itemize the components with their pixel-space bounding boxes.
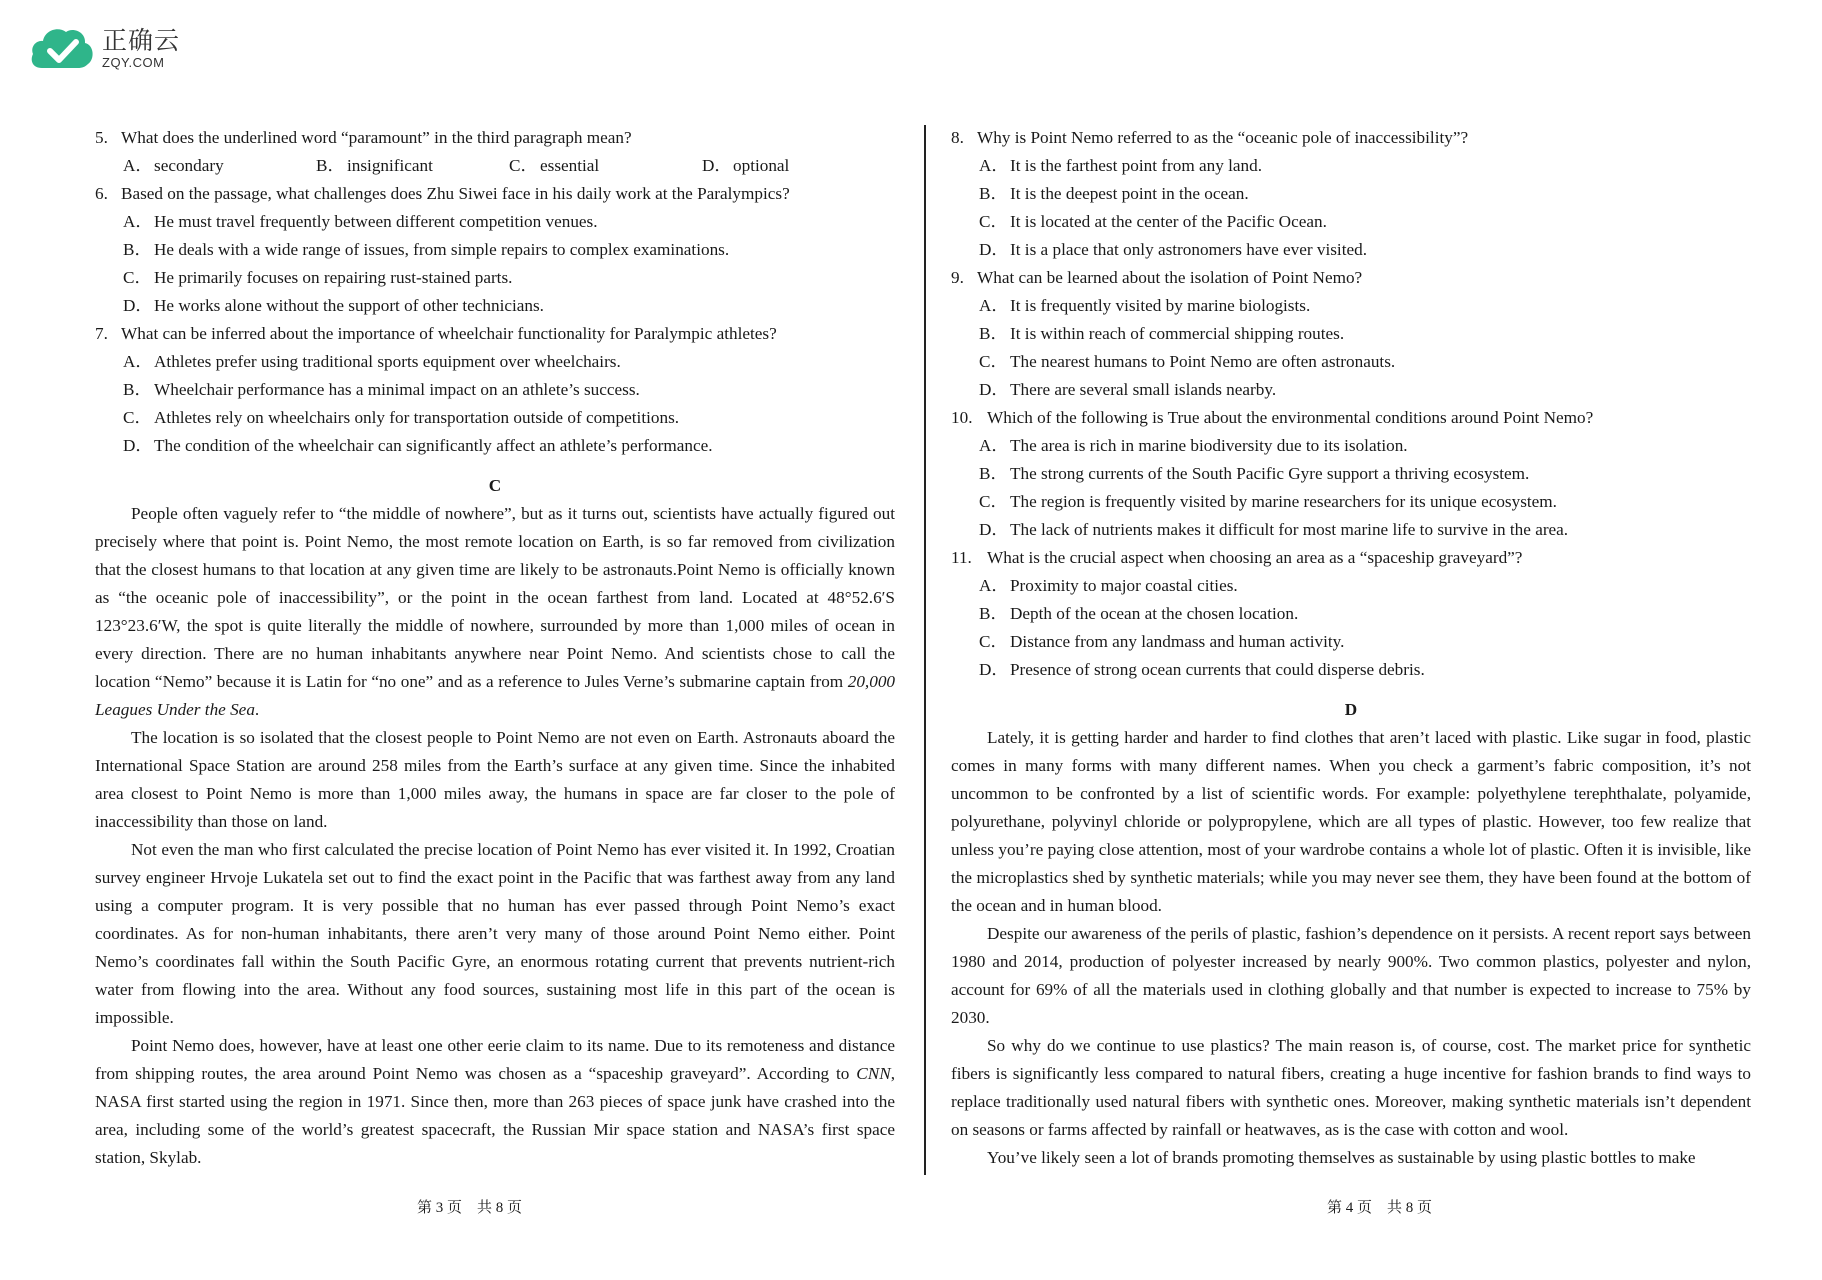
option-a: A．Proximity to major coastal cities.: [979, 576, 1238, 595]
option-a: A．It is frequently visited by marine biologists.: [979, 296, 1311, 315]
option-c: C． Athletes rely on wheelchairs only for transportation outside of competitions.: [123, 408, 680, 427]
option-d: D．There are several small islands nearby.: [979, 380, 1277, 399]
option-c: C． He primarily focuses on repairing rust-stained parts.: [123, 268, 513, 287]
section-heading-c: C: [488, 476, 502, 495]
option-c: C． Distance from any landmass and human activity.: [979, 632, 1345, 651]
passage-c-paragraph-3: Not even the man who first calculated the precise location of Point Nemo has ever visited it. In 1992, Croatian survey engineer Hrvoje Lukatela set out to find the exact point in the Pacific that was farthest away from any land using a computer program. It is very possible that no human has ever passed through Point Nemo’s exact coordinates. As for non-human inhabitants, there aren’t very many of those around Point Nemo either. Point Nemo’s coordinates fall within the South Pacific Gyre, an enormous rotating current that prevents nutrient-rich water from flowing into the area. Without any food sources, sustaining most life in this part of the ocean is impossible.: [95, 840, 895, 1027]
option-b: B． The strong currents of the South Pacific Gyre support a thriving ecosystem.: [979, 464, 1530, 483]
logo-english-text: ZQY.COM: [102, 54, 165, 70]
passage-c-paragraph-2: The location is so isolated that the closest people to Point Nemo are not even on Earth. Astronauts aboard the International Space Station are around 258 miles from the Earth’s surface at any given time. Since the inhabited area closest to Point Nemo is more than 1,000 miles away, the humans in space are far closer to the pole of inaccessibility than those on land.: [95, 728, 895, 831]
option-c: C． essential: [509, 156, 600, 175]
option-a: A．secondary: [123, 156, 224, 175]
question-10: 10. Which of the following is True about the environmental conditions around Point Nemo?: [951, 408, 1594, 427]
option-b: B． It is within reach of commercial shipping routes.: [979, 324, 1345, 343]
question-8: 8. Why is Point Nemo referred to as the “oceanic pole of inaccessibility”?: [951, 128, 1469, 147]
option-c: C． The region is frequently visited by marine researchers for its unique ecosystem.: [979, 492, 1557, 511]
passage-d-paragraph-3: So why do we continue to use plastics? The main reason is, of course, cost. The market price for synthetic fibers is significantly less compared to natural fibers, creating a huge incentive for fashion brands to find ways to replace traditionally used natural fibers with synthetic ones. Moreover, making synthetic materials isn’t dependent on seasons or farms affected by rainfall or heatwaves, as is the case with cotton and wool.: [951, 1036, 1751, 1139]
passage-d-paragraph-2: Despite our awareness of the perils of plastic, fashion’s dependence on it persists. A recent report says between 1980 and 2014, production of polyester increased by nearly 900%. Two common plastics, polyester and nylon, account for 69% of all the materials used in clothing globally and that number is expected to increase to 75% by 2030.: [951, 924, 1751, 1027]
option-c: C． The nearest humans to Point Nemo are often astronauts.: [979, 352, 1396, 371]
passage-d-paragraph-1: Lately, it is getting harder and harder to find clothes that aren’t laced with plastic. Like sugar in food, plastic comes in many forms with many different names. When you check a garment’s fabric composition, it’s not uncommon to be confronted by a list of scientific words. For example: polyethylene terephthalate, polyamide, polyurethane, polyvinyl chloride or polypropylene, which are all types of plastic. However, too few realize that unless you’re paying close attention, most of your wardrobe contains a whole lot of plastic. Often it is invisible, like the microplastics shed by synthetic materials; while you may never see them, they have been found at the bottom of the ocean and in human blood.: [951, 728, 1751, 915]
option-d: D．optional: [702, 156, 790, 175]
page-number-right: 第 4 页 共 8 页: [1327, 1200, 1433, 1216]
question-5-options: [123, 152, 895, 180]
logo-chinese-text: 正确云: [102, 25, 181, 55]
option-b: B． Wheelchair performance has a minimal impact on an athlete’s success.: [123, 380, 640, 399]
option-b: B． He deals with a wide range of issues, from simple repairs to complex examinations.: [123, 240, 730, 259]
section-heading-d: D: [1344, 700, 1358, 719]
column-divider: [924, 125, 926, 1175]
option-b: B． It is the deepest point in the ocean.: [979, 184, 1249, 203]
option-a: A．He must travel frequently between different competition venues.: [123, 212, 598, 231]
option-d: D．He works alone without the support of other technicians.: [123, 296, 544, 315]
question-11: 11. What is the crucial aspect when choosing an area as a “spaceship graveyard”?: [951, 548, 1523, 567]
passage-c-paragraph-1: People often vaguely refer to “the middle of nowhere”, but as it turns out, scientists have actually figured out precisely where that point is. Point Nemo, the most remote location on Earth, is so far removed from civilization that the closest humans to that location at any given time are likely to be astronauts.Point Nemo is officially known as “the oceanic pole of inaccessibility”, or the point in the ocean farthest from land. Located at 48°52.6′S 123°23.6′W, the spot is quite literally the middle of nowhere, surrounded by more than 1,000 miles of ocean in every direction. There are no human inhabitants anywhere near Point Nemo. And scientists chose to call the location “Nemo” because it is Latin for “no one” and as a reference to Jules Verne’s submarine captain from 20,000 Leagues Under the Sea.: [95, 504, 895, 719]
right-column: [951, 124, 1751, 1172]
question-9: 9. What can be learned about the isolation of Point Nemo?: [951, 268, 1363, 287]
option-a: A．It is the farthest point from any land.: [979, 156, 1263, 175]
option-a: A．The area is rich in marine biodiversity due to its isolation.: [979, 436, 1408, 455]
option-b: B． insignificant: [316, 156, 433, 175]
option-d: D．Presence of strong ocean currents that could disperse debris.: [979, 660, 1425, 679]
option-b: B． Depth of the ocean at the chosen location.: [979, 604, 1299, 623]
option-a: A．Athletes prefer using traditional sports equipment over wheelchairs.: [123, 352, 621, 371]
passage-c-paragraph-4: Point Nemo does, however, have at least one other eerie claim to its name. Due to its remoteness and distance from shipping routes, the area around Point Nemo was chosen as a “spaceship graveyard”. According to CNN, NASA first started using the region in 1971. Since then, more than 263 pieces of space junk have crashed into the area, including some of the world’s greatest spacecraft, the Russian Mir space station and NASA’s first space station, Skylab.: [95, 1036, 895, 1167]
option-d: D．The lack of nutrients makes it difficult for most marine life to survive in the area.: [979, 520, 1569, 539]
passage-d-paragraph-4: You’ve likely seen a lot of brands promoting themselves as sustainable by using plastic bottles to make: [987, 1148, 1696, 1167]
option-c: C． It is located at the center of the Pacific Ocean.: [979, 212, 1327, 231]
question-6: 6. Based on the passage, what challenges does Zhu Siwei face in his daily work at the Paralympics?: [95, 184, 790, 203]
option-d: D．It is a place that only astronomers have ever visited.: [979, 240, 1368, 259]
question-7: 7. What can be inferred about the importance of wheelchair functionality for Paralympic athletes?: [95, 324, 777, 343]
page-number-left: 第 3 页 共 8 页: [417, 1200, 523, 1216]
cloud-check-icon: [28, 24, 96, 72]
logo: [28, 24, 180, 72]
option-d: D．The condition of the wheelchair can significantly affect an athlete’s performance.: [123, 436, 713, 455]
question-5: 5. What does the underlined word “paramount” in the third paragraph mean?: [95, 128, 632, 147]
left-column: [95, 124, 895, 1172]
